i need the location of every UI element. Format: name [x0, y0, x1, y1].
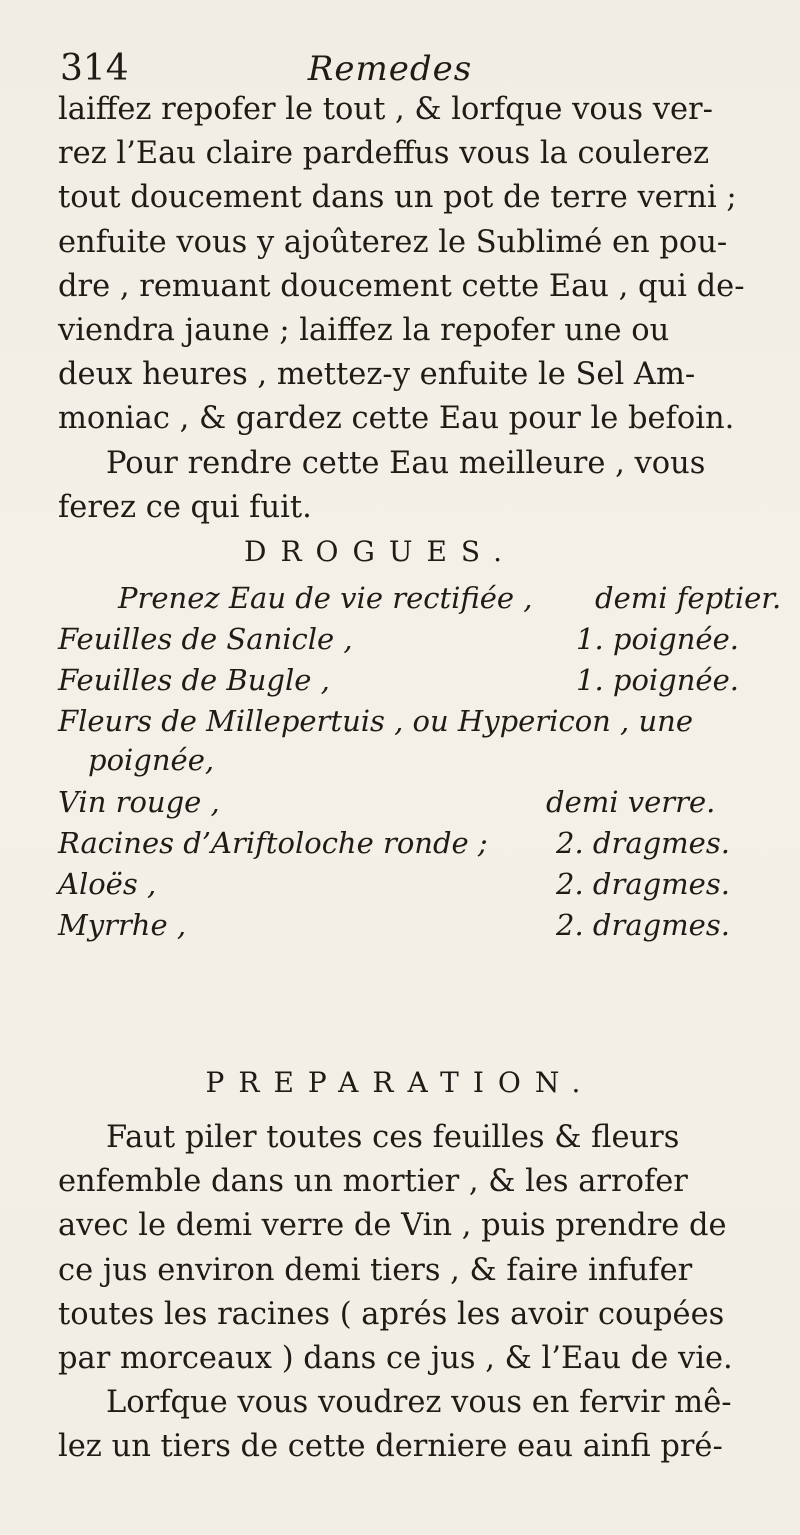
ingredient-quantity: 1. poignée.	[576, 663, 739, 697]
ingredient-name: Feuilles de Bugle ,	[58, 663, 330, 697]
ingredient-name: Prenez Eau de vie rectifiée ,	[118, 581, 533, 615]
ingredient-row	[58, 660, 758, 700]
ingredient-row	[58, 578, 782, 618]
text-line: Lorfque vous voudrez vous en fervir mê-	[106, 1385, 732, 1421]
text-line: ce jus environ demi tiers , & faire infufer	[58, 1252, 693, 1288]
ingredient-row	[58, 619, 758, 659]
text-line: enfemble dans un mortier , & les arrofer	[58, 1164, 688, 1200]
drogues-heading: DROGUES.	[244, 535, 516, 568]
text-line: avec le demi verre de Vin , puis prendre de	[58, 1208, 727, 1244]
text-line: par morceaux ) dans ce jus , & l’Eau de vie.	[58, 1341, 733, 1377]
paragraph-2	[58, 442, 748, 530]
text-line: moniac , & gardez cette Eau pour le befoin.	[58, 401, 735, 437]
text-line: rez l’Eau claire pardeffus vous la coulerez	[58, 136, 710, 172]
page-number: 314	[60, 48, 129, 89]
text-line: Faut piler toutes ces feuilles & fleurs	[106, 1120, 680, 1155]
ingredient-quantity: demi feptier.	[595, 581, 782, 615]
running-title: Remedes	[307, 49, 473, 89]
text-line: dre , remuant doucement cette Eau , qui de-	[58, 268, 745, 304]
ingredient-name: Fleurs de Millepertuis , ou Hypericon , une	[58, 704, 693, 738]
ingredient-name: Vin rouge ,	[58, 785, 220, 819]
ingredient-row	[58, 823, 758, 863]
ingredient-name: Feuilles de Sanicle ,	[58, 622, 353, 656]
ingredient-quantity: 2. dragmes.	[556, 908, 730, 942]
ingredient-quantity: demi verre.	[546, 785, 716, 819]
text-line: laiffez repofer le tout , & lorfque vous ver-	[58, 92, 713, 127]
ingredient-row	[58, 782, 758, 822]
text-line: tout doucement dans un pot de terre verni ;	[58, 180, 737, 216]
text-line: viendra jaune ; laiffez la repofer une ou	[58, 313, 670, 349]
paragraph-3	[58, 1116, 748, 1470]
page-header	[60, 46, 720, 92]
text-line: toutes les racines ( aprés les avoir coupées	[58, 1296, 725, 1332]
ingredient-row	[58, 864, 758, 904]
ingredient-row	[58, 905, 758, 945]
text-line: ferez ce qui fuit.	[58, 490, 312, 526]
text-line: deux heures , mettez-y enfuite le Sel Am-	[58, 357, 696, 393]
paragraph-1	[58, 88, 748, 442]
ingredient-quantity: 2. dragmes.	[556, 867, 730, 901]
preparation-heading: PREPARATION.	[205, 1066, 595, 1099]
text-line: enfuite vous y ajoûterez le Sublimé en pou-	[58, 224, 728, 260]
text-line: Pour rendre cette Eau meilleure , vous	[106, 446, 706, 481]
ingredient-row	[58, 701, 758, 741]
ingredient-row	[58, 740, 758, 780]
ingredient-name: Aloës ,	[58, 867, 157, 901]
ingredient-name: Racines d’Ariftoloche ronde ;	[58, 826, 488, 860]
ingredient-name: poignée,	[88, 743, 215, 777]
ingredient-name: Myrrhe ,	[58, 908, 187, 942]
ingredient-quantity: 2. dragmes.	[556, 826, 730, 860]
text-line: lez un tiers de cette derniere eau ainfi pré-	[58, 1429, 723, 1465]
ingredient-quantity: 1. poignée.	[576, 622, 739, 656]
